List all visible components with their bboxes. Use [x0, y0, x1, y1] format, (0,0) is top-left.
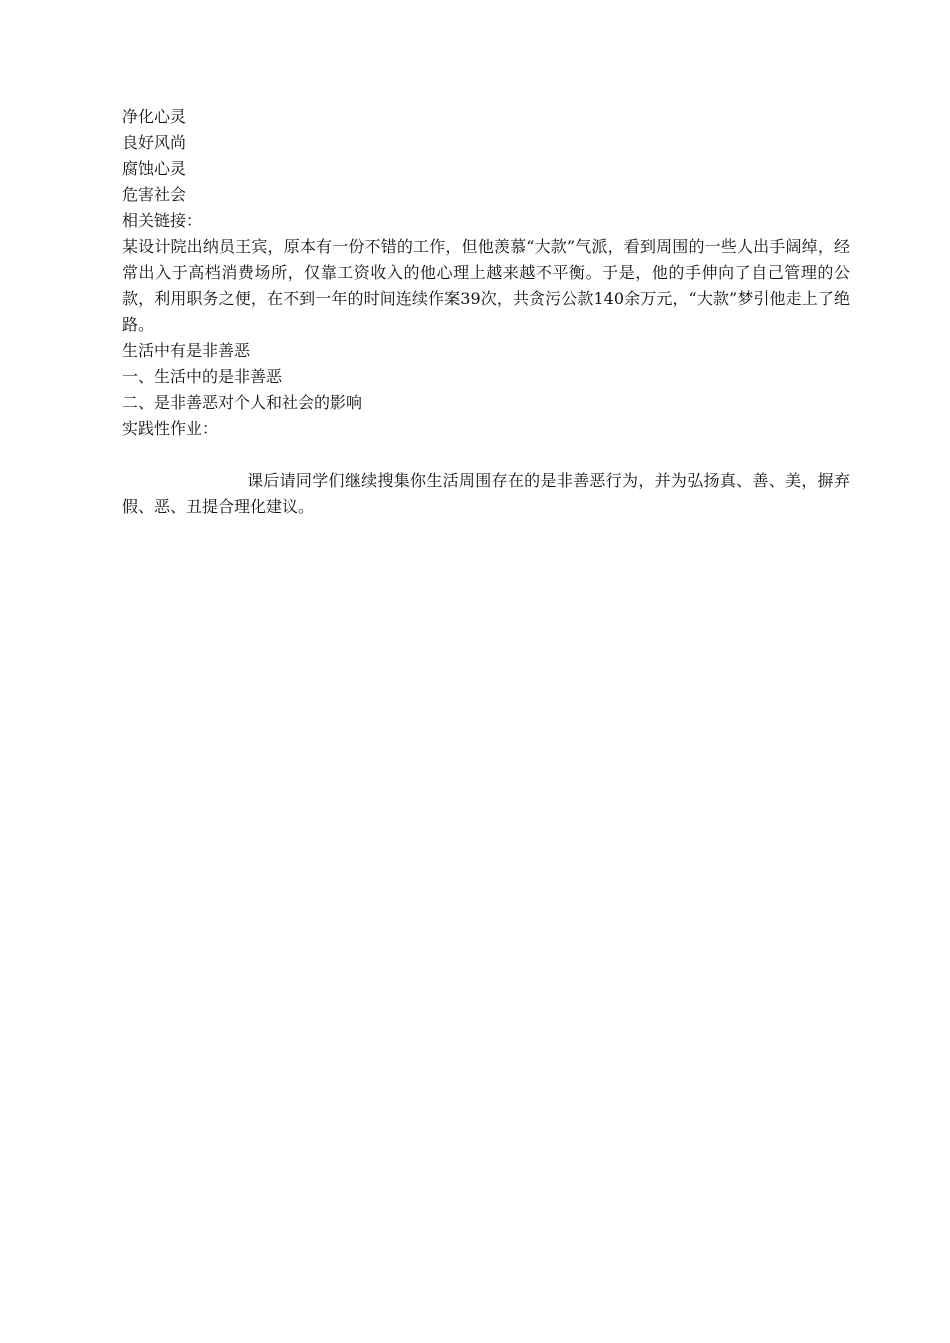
outline-item-1: 一、生活中的是非善恶 [122, 367, 283, 386]
outline-item-2: 二、是非善恶对个人和社会的影响 [122, 393, 363, 412]
section-title: 生活中有是非善恶 [122, 341, 251, 360]
homework-label: 实践性作业： [122, 419, 219, 438]
keyword-line-2: 良好风尚 [122, 133, 187, 152]
related-links-label: 相关链接： [122, 211, 203, 230]
keyword-line-4: 危害社会 [122, 185, 187, 204]
document-page [122, 104, 850, 520]
case-paragraph: 某设计院出纳员王宾，原本有一份不错的工作，但他羡慕“大款”气派，看到周围的一些人出手阔绰，经常出入于高档消费场所，仅靠工资收入的他心理上越来越不平衡。于是，他的手伸向了自己管理的公款，利用职务之便，在不到一年的时间连续作案39次，共贪污公款140余万元，“大款”梦引他走上了绝路。 [122, 237, 850, 334]
keyword-line-3: 腐蚀心灵 [122, 159, 187, 178]
keyword-line-1: 净化心灵 [122, 107, 187, 126]
blank-line [122, 442, 850, 468]
homework-text: 课后请同学们继续搜集你生活周围存在的是非善恶行为，并为弘扬真、善、美，摒弃假、恶、丑提合理化建议。 [122, 471, 850, 516]
